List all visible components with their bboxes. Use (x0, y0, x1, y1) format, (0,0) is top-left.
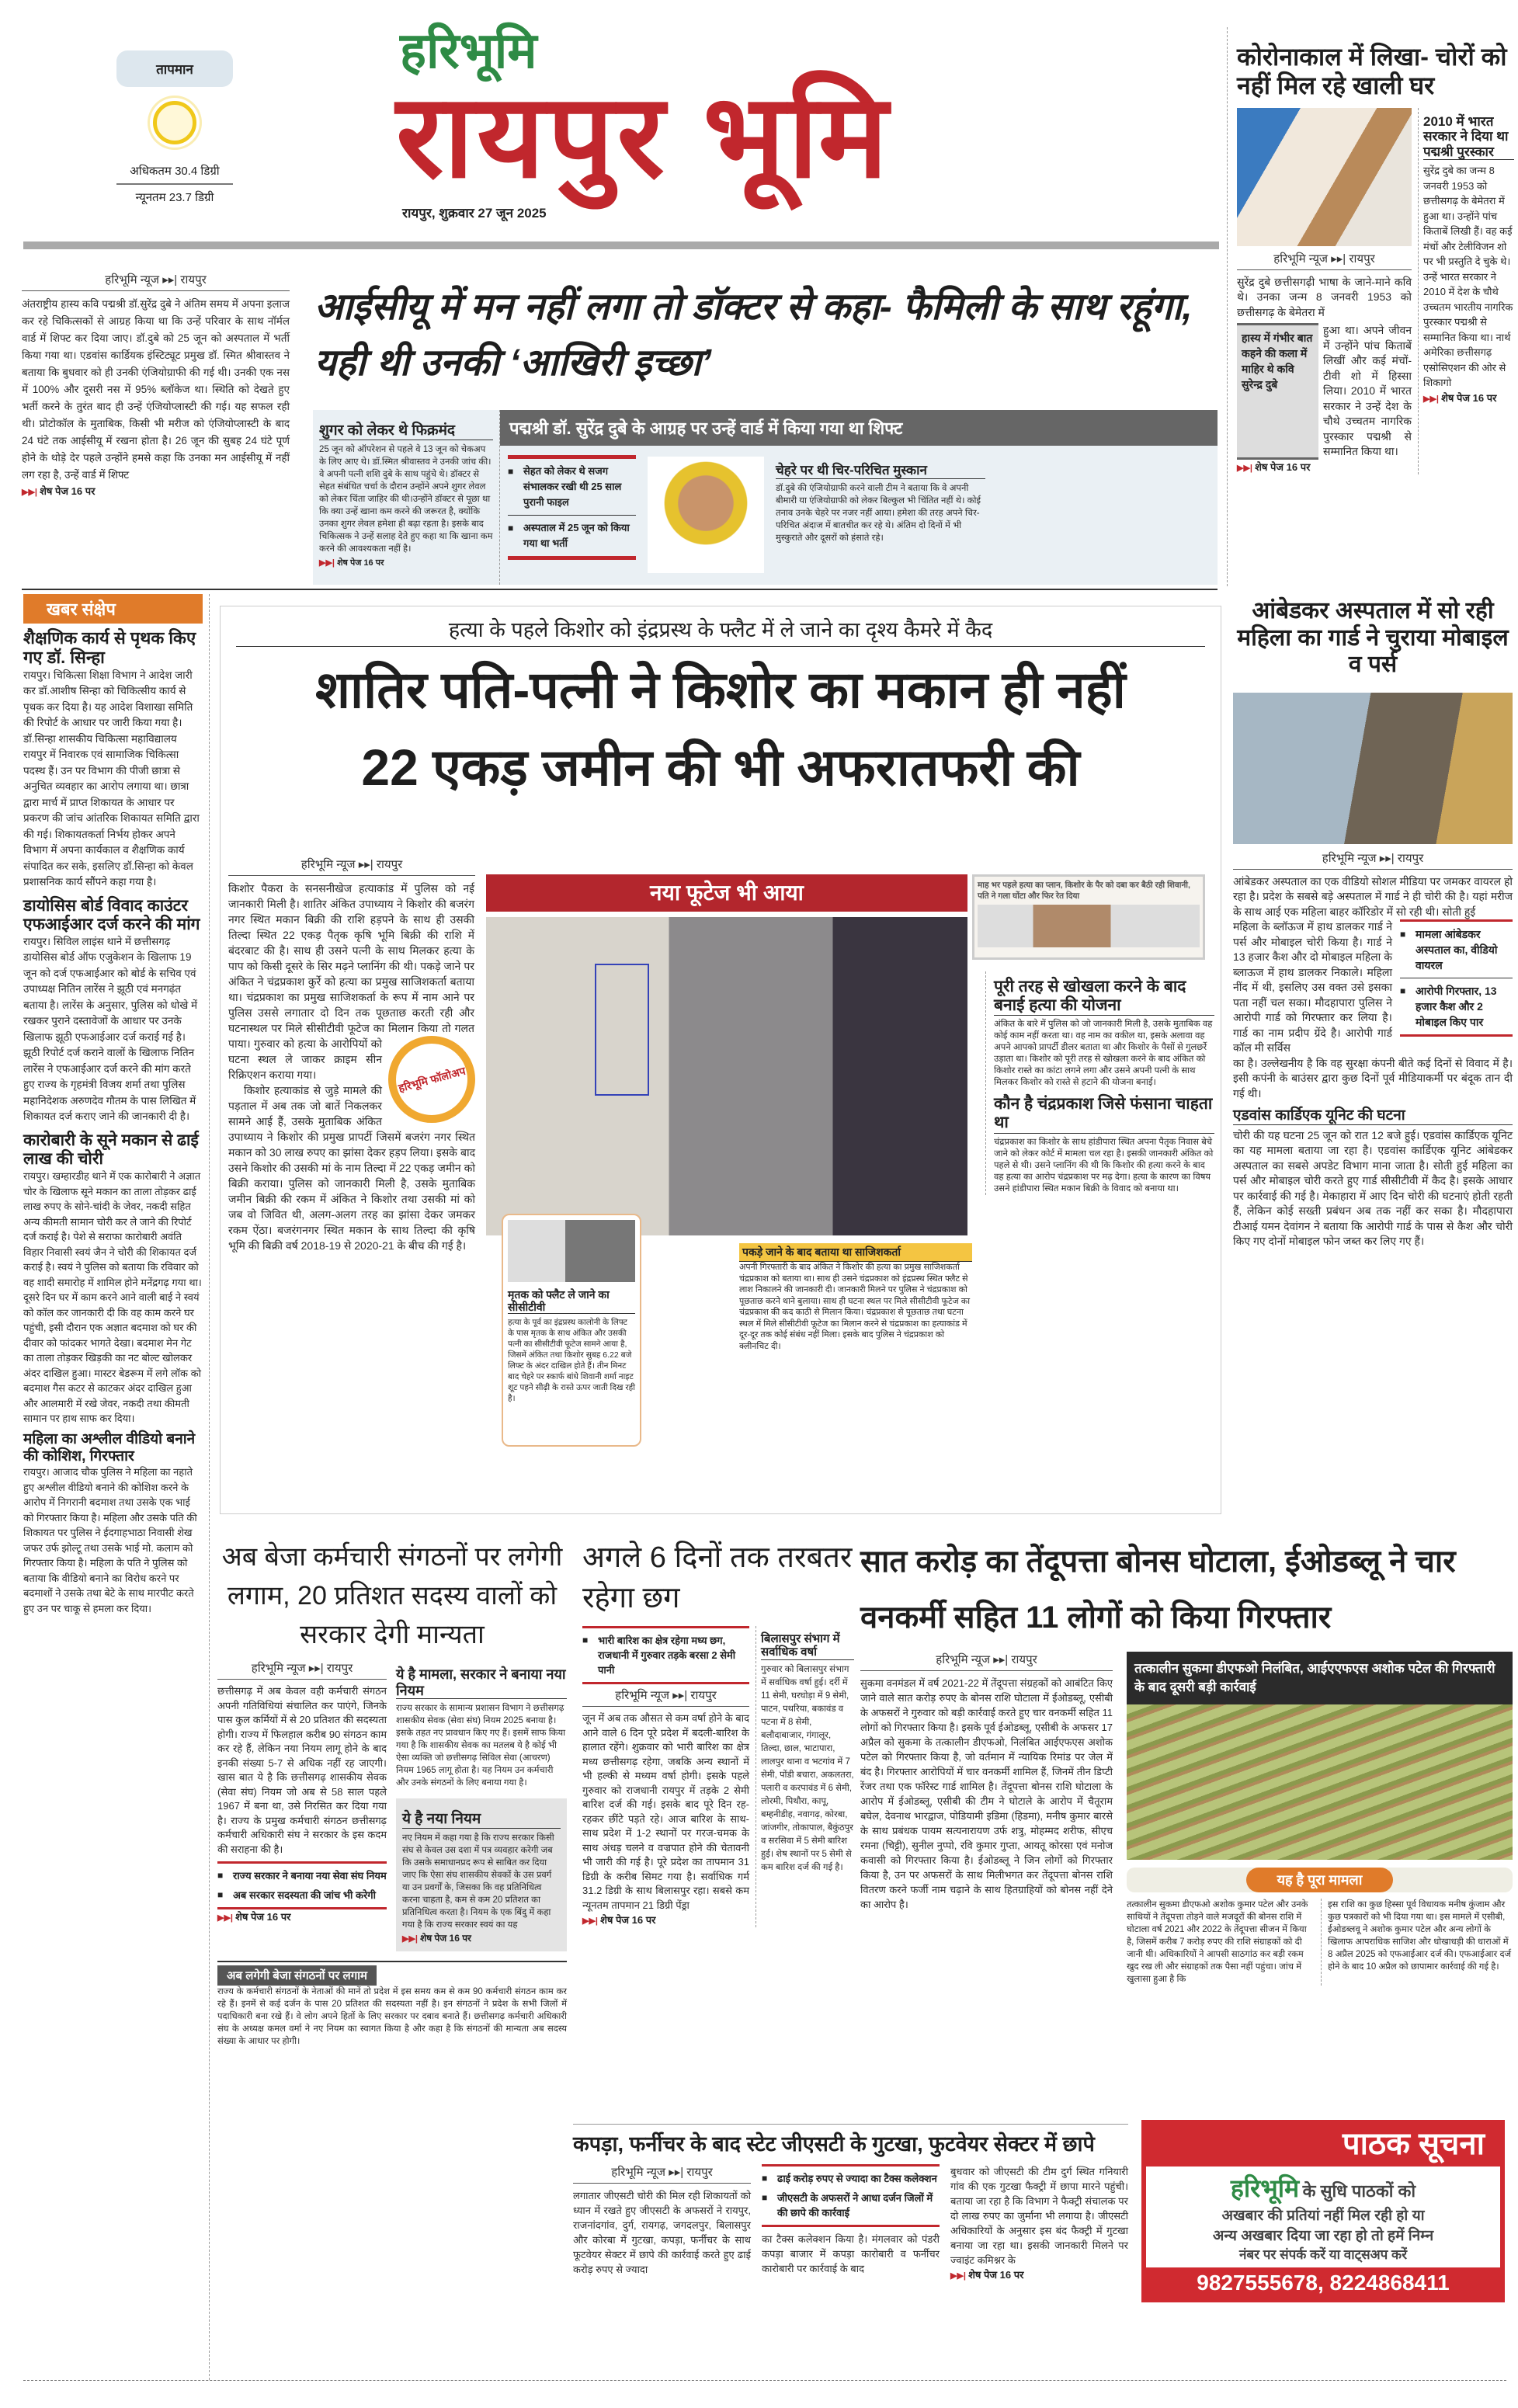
crime-body: किशोर पैकरा के सनसनीखेज हत्याकांड में पुलिस को नई जानकारी मिली है। शातिर अंकित उपाध्याय ने किशोर की बजरंग नगर स्थित मकान बिक्री की राशि हड़पने के साथ ही उसकी तिल्दा स्थित 22 एकड़ पैतृक कृषि भूमि बिक्री की राशि में बंदरबाट की है। साथ ही उसने पत्नी के साथ मिलकर हत्या के पाप को किसी दूसरे के सिर मढ़ने प्लानिंग की थी। पकड़े जाने पर अंकित ने चंद्रप्रकाश कुर्रे को हत्या का प्रमुख साजिशकर्ता बताया था। चंद्रप्रकाश का प्रमुख साजिशकर्ता के रूप में नाम आने पर पुलिस उससे लगातार दो दिन तक पूछताछ करती रही और घटनास्थल पर मिले सीसीटीवी फूटेज का मिलान किया तो गलत पाया। गुरुवार को हत्या के आरोपियों को घटना स्थल ले जाकर क्राइम सीन रिक्रिएशन कराया गया। (228, 882, 474, 1081)
gst-headline: कपड़ा, फर्नीचर के बाद स्टेट जीएसटी के गुटखा, फुटवेयर सेक्टर में छापे (573, 2132, 1095, 2156)
notice-line: के सुधि पाठकों को (1302, 2181, 1416, 2201)
brief-title: कारोबारी के सूने मकान से ढाई लाख की चोरी (23, 1131, 199, 1169)
crime-headline: 22 एकड़ जमीन की भी अफरातफरी की (361, 738, 1080, 796)
inset-body: हत्या के पूर्व का इंद्रप्रस्थ कालोनी के लिफ्ट के पास मृतक के साथ अंकित और उसकी पत्नी का सीसीटीवी फूटेज सामने आया है, जिसमें अंकित तथा किशोर सुबह 6.22 बजे लिफ्ट के अंदर दाखिल होते हैं। तीन मिनट बाद चेहरे पर स्कार्फ बांधे शिवानी शर्मा नाइट शूट पहने सीढ़ी के रास्ते ऊपर जाती दिख रही है। (508, 1318, 635, 1404)
byline: हरिभूमि न्यूज ▸▸| रायपुर (860, 1652, 1113, 1671)
union-bullet: ■ राज्य सरकार ने बनाया नया सेवा संघ नियम (217, 1868, 387, 1883)
rain-side-body: गुरुवार को बिलासपुर संभाग में सर्वाधिक वर्षा हुई। दर्री में 11 सेमी, घरघोड़ा में 9 सेमी, पाटन, पथरिया, बकावंड व पटना में 8 सेमी, बलौदाबाजार, गंगालूर, तिल्दा, छाल, भाटापारा, लालपुर थाना व भटगांव में 7 सेमी, पोंडी बचारा, अकलतरा, पलारी व करपावंड में 6 सेमी, लोरमी, पिथौरा, कापू, बम्हनीडीह, नवागढ़, कोरबा, जांजगीर, तोकापाल, बैकुंठपुर व सरसिवा में 5 सेमी बारिश हुई। शेष स्थानों पर 5 सेमी से कम बारिश दर्ज की गई है। (761, 1664, 854, 1872)
gst-body-3: बुधवार को जीएसटी की टीम दुर्ग स्थित गनियारी गांव की एक गुटखा फैक्ट्री में छापा मारने पहुंची। बताया जा रहा है कि विभाग ने फैक्ट्री संचालक पर दो लाख रुपए का जुर्माना भी लगाया है। जीएसटी अधिकारियों के अनुसार इस बंद फैक्ट्री में गुटखा बनाया जा रहा था। इसकी जानकारी मिलने पर ज्वाइंट कमिश्नर के (950, 2166, 1128, 2267)
award-photo (1237, 108, 1412, 246)
caught-box (739, 1243, 972, 1352)
byline: हरिभूमि न्यूज ▸▸| रायपुर (573, 2164, 751, 2184)
inset-title: मृतक को फ्लैट ले जाने का सीसीटीवी (508, 1288, 635, 1314)
gst-bullet: ■ ढाई करोड़ रुपए से ज्यादा का टैक्स कलेक्शन (762, 2171, 940, 2186)
previous-clip (972, 874, 1205, 960)
masthead-brand: हरिभूमि (400, 23, 537, 78)
weather-box (116, 50, 233, 205)
ambedkar-subhead: एडवांस कार्डिएक यूनिट की घटना (1233, 1107, 1513, 1125)
notice-title: पाठक सूचना (1342, 2127, 1485, 2161)
strip-title: अब लगेगी बेजा संगठनों पर लगाम (217, 1965, 377, 1986)
notice-line: नंबर पर संपर्क करें या वाट्सअप करें (1238, 2247, 1408, 2262)
new-rule-box (396, 1798, 567, 1951)
reader-notice-ad (1141, 2120, 1505, 2302)
cctv-photo (486, 917, 967, 1235)
gst-body: लगातार जीएसटी चोरी की मिल रही शिकायतों को ध्यान में रखते हुए जीएसटी के अफसरों ने रायपुर, राजनांदगांव, दुर्ग, रायगढ़, जगदलपुर, बिलासपुर और कोरबा में गुटखा, कपड़ा, फर्नीचर के साथ फूटवेयर सेक्टर में छापे की कार्रवाई करते हुए ढाई करोड़ रुपए से ज्यादा (573, 2190, 751, 2276)
sun-icon (153, 101, 196, 144)
continued-link[interactable]: ▶▶| शेष पेज 16 पर (217, 1911, 290, 1923)
brief-body: रायपुर। खम्हारडीह थाने में एक कारोबारी ने अज्ञात चोर के खिलाफ सूने मकान का ताला तोड़कर ढाई लाख रुपए के सोने-चांदी के जेवर, नकदी सहित अन्य कीमती सामान चोरी कर ले जाने की रिपोर्ट दर्ज कराई है। पेशे से सराफा कारोबारी अवंति विहार निवासी स्वयं जैन ने चोरी की शिकायत दर्ज कराई है। स्वयं ने पुलिस को बताया कि रविवार को वह शादी समारोह में शामिल होने मनेंद्रगढ़ गया था। दूसरे दिन घर में काम करने आने वाली बाई ने स्वयं को कॉल कर जानकारी दी कि वह काम करने घर पहुंची, इसी दौरान एक अज्ञात बदमाश को घर की दीवार को फांदकर भागते देखा। बदमाश मेन गेट का ताला तोड़कर खिड़की का नट बोल्ट खोलकर अंदर दाखिल हुआ। मास्टर बेडरूम में लगे लॉक को बदमाश गैस कटर से काटकर अंदर दाखिल हुआ और आलमारी में रखे जेवर, नकदी तथा कीमती सामान पर हाथ साफ कर दिया। (23, 1170, 202, 1425)
brief-body: रायपुर। चिकित्सा शिक्षा विभाग ने आदेश जारी कर डॉ.आशीष सिन्हा को चिकित्सीय कार्य से पृथक कर दिया है। यह आदेश विशाखा समिति की रिपोर्ट के आधार पर जारी किया गया है। डॉ.सिन्हा शासकीय चिकित्सा महाविद्यालय रायपुर में निवारक एवं सामाजिक चिकित्सा पदस्थ हैं। उन पर विभाग की पीजी छात्रा से अनुचित व्यवहार का आरोप लगाया था। छात्रा द्वारा मार्च में प्राप्त शिकायत के आधार पर प्रकरण की जांच आंतरिक शिकायत समिति द्वारा की गई। शिकायतकर्ता निर्भय होकर अपने विभाग में अपना कार्यकाल व शैक्षणिक कार्य संपादित कर सके, इसलिए डॉ.सिन्हा को केवल प्रशासनिक कार्य सौंपने कहा गया है। (23, 669, 200, 888)
crime-body-wrap (228, 881, 475, 1253)
ambedkar-headline: आंबेडकर अस्पताल में सो रही महिला का गार्ड ने चुराया मोबाइल व पर्स (1237, 598, 1509, 677)
tendu-headline: सात करोड़ का तेंदूपत्ता बोनस घोटाला, ईओडब्लू ने चार वनकर्मी सहित 11 लोगों को किया गिरफ्तार (860, 1545, 1456, 1635)
brief-body: रायपुर। आजाद चौक पुलिस ने महिला का नहाते हुए अश्लील वीडियो बनाने की कोशिश करने के आरोप में निगरानी बदमाश तथा उसके एक भाई को गिरफ्तार किया है। महिला और उसके पति की शिकायत पर पुलिस ने ईदगाहभाठा निवासी शेख जफर उर्फ झोल्टू तथा उसके भाई मो. कलाम को गिरफ्तार किया है। महिला के पति ने पुलिस को बताया कि वीडियो बनाने का विरोध करने पर बदमाशों ने उसके तथा बेटे के साथ मारपीट करते हुए उन पर चाकू से हमला कर दिया। (23, 1466, 197, 1614)
brief-body: रायपुर। सिविल लाइंस थाने में छत्तीसगढ़ डायोसिस बोर्ड ऑफ एजुकेशन के खिलाफ 19 जून को दर्ज एफआईआर को बोर्ड के सचिव एवं उपाध्यक्ष नितिन लारेंस ने झूठी एवं मनगढ़ंत बताया है। लारेंस के अनुसार, पुलिस को धोखे में रखकर पुराने दस्तावेजों के आधार पर उनके खिलाफ झूठी एफआईआर दर्ज कराई गई है। झूठी रिपोर्ट दर्ज कराने वालों के खिलाफ नितिन लारेंस ने एफआईआर दर्ज करने की मांग करते हुए राज्य के गृहमंत्री विजय शर्मा तथा पुलिस महानिदेशक अरुणदेव गौतम के पास लिखित में शिकायत दर्ज कराए जाने की जानकारी दी है। (23, 935, 198, 1123)
who-body: चंद्रप्रकाश का किशोर के साथ हांडीपारा स्थित अपना पैतृक निवास बेचे जाने को लेकर कोर्ट में मामला चल रहा है। इसकी जानकारी अंकित को पहले से थी। उसने प्लानिंग की थी कि किशोर की हत्या करने के बाद वह हत्या का आरोप चंद्रप्रकाश पर मढ़ देगा। हत्या के कारण का विषय उसने हांडीपारा स्थित मकान बिक्री के विवाद को बनाया था। (994, 1137, 1214, 1194)
followup-label: हरिभूमि फॉलोअप (396, 1064, 467, 1094)
rule-title: ये है नया नियम (402, 1811, 561, 1829)
tendu-story (860, 1534, 1513, 1986)
strip-body: राज्य के कर्मचारी संगठनों के नेताओं की मानें तो प्रदेश में इस समय कम से कम 90 कर्मचारी संगठन काम कर रहे हैं। इनमें से कई दर्जन के पास 20 प्रतिशत की सदस्यता नहीं है। इन संगठनों ने प्रदेश के सभी जिलों में पदाधिकारी बना रखे हैं। वे लोग अपने हितों के लिए सरकार पर दबाव बनाते हैं। छत्तीसगढ़ कर्मचारी अधिकारी संघ के अध्यक्ष कमल वर्मा ने नए नियम का स्वागत किया है और कहा है कि संगठनों की मान्यता अब सदस्य संख्या के आधार पर होगी। (217, 1987, 567, 2047)
lead-body: अंतराष्ट्रीय हास्य कवि पद्मश्री डॉ.सुरेंद्र दुबे ने अंतिम समय में अपना इलाज कर रहे चिकित्सकों से आग्रह किया था कि उन्हें परिवार के साथ नॉर्मल वार्ड में शिफ्ट कर दिया जाए। डॉ.दुबे को 25 जून को अस्पताल में भर्ती किया गया था। एडवांस कार्डियक इंस्टिट्यूट प्रमुख डॉ. स्मित श्रीवास्तव ने बताया कि बुधवार को ही उनकी एंजियोग्राफी की गई थी। उनकी एक नस में 100% और दूसरी नस में 95% ब्लॉकेज था। स्थिति को देखते हुए भर्ती करने के तुरंत बाद ही उन्हें एंजियोप्लास्टी की गई। यह सफल रही थी। प्रोटोकॉल के मुताबिक, किसी भी मरीज को एंजियोप्लास्टी के बाद 24 घंटे तक आईसीयू में रखना होता है। 26 जून की सुबह 24 घंटे पूर्ण होने के थोड़े देर पहले उन्होंने हमसे कहा कि उनका मन आईसीयू में नहीं लग रहा है, उन्हें वार्ड में शिफ्ट (22, 298, 290, 481)
case-body: राज्य सरकार के सामान्य प्रशासन विभाग ने छत्तीसगढ़ शासकीय सेवक (सेवा संघ) नियम 2025 बनाया है। इसके तहत नए प्रावधान किए गए हैं। इसमें साफ किया गया है कि शासकीय सेवक का मतलब ये है कोई भी ऐसा व्यक्ति जो छत्तीसगढ़ सिविल सेवा (आचरण) नियम 1965 लागू होता है। यह नियम उन कर्मचारी और उनके संगठनों के लिए बनाया गया है। (396, 1704, 566, 1788)
lead-bullet: ■ अस्पताल में 25 जून को किया गया था भर्ती (508, 520, 636, 551)
float-spacer (474, 881, 475, 1036)
dateline: रायपुर, शुक्रवार 27 जून 2025 (402, 206, 547, 221)
ambedkar-bullet: ■ आरोपी गिरफ्तार, 13 हजार कैश और 2 मोबाइल किए पार (1400, 983, 1513, 1030)
lead-headline: आईसीयू में मन नहीं लगा तो डॉक्टर से कहा- फैमिली के साथ रहूंगा, यही थी उनकी ‘आखिरी इच्छा’ (314, 287, 1193, 384)
corona-side-body: सुरेंद्र दुबे का जन्म 8 जनवरी 1953 को छत्तीसगढ़ के बेमेतरा में हुआ था। उन्होंने पांच किताबें लिखी हैं। वह कई मंचों और टेलीविजन शो पर भी प्रस्तुति दे चुके थे। उन्हें भारत सरकार ने 2010 में देश के चौथे उच्चतम भारतीय नागरिक पुरस्कार पद्मश्री से सम्मानित किया था। नार्थ अमेरिका छत्तीसगढ़ एसोसिएशन की ओर से शिकागो (1423, 165, 1513, 389)
clip-thumbnail (978, 905, 1200, 947)
rain-headline: अगले 6 दिनों तक तरबतर रहेगा छग (582, 1541, 853, 1614)
union-bullet: ■ अब सरकार सदस्यता की जांच भी करेगी (217, 1888, 387, 1902)
tendu-photo-caption: तत्कालीन सुकमा डीएफओ निलंबित, आईएएफएस अशोक पटेल की गिरफ्तारी के बाद दूसरी बड़ी कार्रवाई (1127, 1652, 1513, 1704)
who-title: कौन है चंद्रप्रकाश जिसे फंसाना चाहता था (994, 1095, 1214, 1133)
header-rule (23, 241, 1219, 249)
union-body: छत्तीसगढ़ में अब केवल वही कर्मचारी संगठन अपनी गतिविधियां संचालित कर पाएंगे, जिनके पास कुल कर्मियों में से 20 प्रतिशत की सदस्यता होगी। राज्य में फिलहाल करीब 90 संगठन काम कर रहे हैं, लेकिन नया नियम लागू होने के बाद इनकी संख्या 5-7 से अधिक नहीं रह जाएगी। खास बात ये है कि छत्तीसगढ़ शासकीय सेवक (सेवा संघ) नियम जो अब से 58 साल पहले 1967 में बना था, उसे निरसित कर दिया गया है। राज्य के प्रमुख कर्मचारी संगठन छत्तीसगढ़ कर्मचारी अधिकारी संघ ने सरकार के इस कदम की सराहना की है। (217, 1685, 387, 1855)
dubey-portrait (648, 457, 764, 573)
lead-sidebar (313, 410, 1218, 585)
rain-side-title: बिलासपुर संभाग में सर्वाधिक वर्षा (761, 1632, 854, 1660)
smile-body: डॉ.दुबे की एंजियोग्राफी करने वाली टीम ने बताया कि वे अपनी बीमारी या एंजियोग्राफी को लेकर बिल्कुल भी चिंतित नहीं थे। कोई तनाव उनके चेहरे पर नजर नहीं आया। हमेशा की तरह अपने चिर-परिचित अंदाज में बातचीत कर रहे थे। अंतिम दो दिनों में भी मुस्कुराते और दूसरों को हंसाते रहे। (776, 483, 981, 543)
crime-headline: शातिर पति-पत्नी ने किशोर का मकान ही नहीं (315, 661, 1126, 718)
min-temp: न्यूनतम 23.7 डिग्री (135, 191, 214, 204)
continued-link[interactable]: ▶▶| शेष पेज 16 पर (950, 2269, 1023, 2281)
gst-bullet: ■ जीएसटी के अफसरों ने आधा दर्जन जिलों में की छापे की कार्रवाई (762, 2191, 940, 2220)
case-label: यह है पूरा मामला (1246, 1868, 1394, 1892)
corona-story (1227, 27, 1514, 586)
rain-bullet: ■ भारी बारिश का क्षेत्र रहेगा मध्य छग, राजधानी में गुरुवार तड़के बरसा 2 सेमी पानी (582, 1633, 749, 1677)
rain-body: जून में अब तक औसत से कम वर्षा होने के बाद आने वाले 6 दिन पूरे प्रदेश में बदली-बारिश के हालात रहेंगे। शुक्रवार को भारी बारिश का क्षेत्र मध्य छत्तीसगढ़ रहेगा, जबकि अन्य स्थानों में भी हल्की से मध्यम वर्षा होगी। इसके पहले गुरुवार को राजधानी रायपुर में तड़के 2 सेमी बारिश दर्ज की गई। इसके बाद पूरे दिन रह-रहकर छींटे पड़ते रहे। आज बारिश के साथ-साथ प्रदेश में 1-2 स्थानों पर गरज-चमक के साथ अंधड़ चलने व वज्रपात होने की चेतावनी भी जारी की गई है। पूरे प्रदेश का तापमान 31 डिग्री के करीब सिमट गया है। सर्वाधिक गर्म 31.2 डिग्री के साथ बिलासपुर रहा। सबसे कम न्यूनतम तापमान 21 डिग्री पेंड्रा (582, 1712, 749, 1911)
notice-line: अखबार की प्रतियां नहीं मिल रही हो या (1221, 2208, 1425, 2224)
notice-phones[interactable]: 9827555678, 8224868411 (1197, 2271, 1450, 2295)
byline: हरिभूमि न्यूज ▸▸| रायपुर (228, 857, 475, 876)
plan-body: अंकित के बारे में पुलिस को जो जानकारी मिली है, उसके मुताबिक वह कोई काम नहीं करता था। वह नाम का वकील था, इसके अलावा वह अपने आपको प्रापर्टी डीलर बताता था और किशोर के पैसों से गुलछर्रे उड़ाता था। किशोर को पूरी तरह से खोखला करने के बाद अंकित को किशोर रास्ते का कांटा लगने लगा और उसने अपनी पत्नी के साथ मिलकर किशोर को रास्ते से हटाने की योजना बनाई। (994, 1020, 1213, 1088)
max-temp: अधिकतम 30.4 डिग्री (116, 163, 233, 185)
case-body-2: इस राशि का कुछ हिस्सा पूर्व विधायक मनीष कुंजाम और कुछ पत्रकारों को भी दिया गया था। इस मामले में एसीबी, ईओडब्लवू ने अशोक कुमार पटेल और अन्य लोगों के खिलाफ आपराधिक साजिश और धोखाधड़ी की धाराओं में 8 अप्रैल 2025 को एफआईआर दर्ज की। एफआईआर दर्ज होने के बाद 10 अप्रैल को छापामार कार्रवाई की गई है। (1321, 1899, 1513, 1986)
continued-link[interactable]: ▶▶| शेष पेज 16 पर (1237, 461, 1310, 473)
continued-link[interactable]: ▶▶| शेष पेज 16 पर (1423, 392, 1496, 404)
ambedkar-body-4: चोरी की यह घटना 25 जून को रात 12 बजे हुई। एडवांस कार्डिएक यूनिट का यह मामला बताया जा रहा है। एडवांस कार्डिएक यूनिट आंबेडकर अस्पताल का सबसे अपडेट विभाग माना जाता है। सोती हुई महिला का पर्स और मोबाइल चोरी करते हुए गार्ड सीसीटीवी में कैद है। इसके आधार पर कार्रवाई की गई है। मेकाहारा में आए दिन चोरी की घटनाएं होती रहती हैं, लेकिन कोई सख्ती प्रबंधन अब तक नहीं कर सका है। मौदहापारा टीआई यमन देवांगन ने बताया कि आरोपी गार्ड के पास से कैश और चोरी किए गए दोनों मोबाइल फोन जब्त कर लिए गए हैं। (1233, 1128, 1513, 1248)
continued-link[interactable]: ▶▶| शेष पेज 16 पर (402, 1933, 471, 1944)
notice-line: अन्य अखबार दिया जा रहा हो तो हमें निम्न (1212, 2228, 1434, 2244)
caught-body: अपनी गिरफ्तारी के बाद अंकित ने किशोर की हत्या का प्रमुख साजिशकर्ता चंद्रप्रकाश को बताया था। साथ ही उसने चंद्रप्रकाश को इंद्रप्रस्थ स्थित फ्लैट से लाश निकालने की जानकारी दी। जानकारी मिलने पर पुलिस ने चंद्रप्रकाश को पूछताछ करने थाने बुलाया। साथ ही घटना स्थल पर मिले सीसीटीवी फूटेज का चंद्रप्रकाश की कद काठी से मिलान किया। चंद्रप्रकाश से पूछताछ तथा घटना स्थल में मिले सीसीटीवी फूटेज का मिलान करने से चंद्रप्रकाश का हत्याकांड में दूर-दूर तक कोई संबंध नहीं मिला। इसके बाद पुलिस ने चंद्रप्रकाश को क्लीनचिट दी। (739, 1263, 971, 1351)
crime-story (220, 606, 1221, 1514)
briefs-column (23, 594, 210, 2380)
byline: हरिभूमि न्यूज ▸▸| रायपुर (582, 1687, 749, 1707)
crime-body-2: किशोर हत्याकांड से जुड़े मामले की पड़ताल में अब तक जो बातें निकलकर सामने आई हैं, उसके मुताबिक अंकित उपाध्याय ने किशोर की प्रमुख प्रापर्टी जिसमें बजरंग नगर स्थित मकान को 30 लाख रुपए का झांसा देकर हड़प लिया। इसके बाद उसने किशोर की उसकी मां के नाम तिल्दा में 22 एकड़ जमीन को बिक्री कराया। पुलिस को जानकारी मिली है, उसके मुताबिक जमीन बिक्री की रकम में अंकित ने किशोर तथा उसकी मां को जब वो जिवित थी, अलग-अलग तरह का झांसा देकर जमकर रकम ऐंठा। बजरंगनगर स्थित मकान के साथ तिल्दा की कृषि भूमि की बिक्री वर्ष 2018-19 से 2020-21 के बीच की गई है। (228, 1084, 475, 1252)
rule-body: नए नियम में कहा गया है कि राज्य सरकार किसी संघ से केवल उस दशा में पत्र व्यवहार करेगी जब कि उसके समाधानप्रद रूप से साबित कर दिया जाए कि ऐसा संघ शासकीय सेवकों के उस प्रवर्ग या उन प्रवर्गों के, जिसका कि वह प्रतिनिधित्व करना चाहता है, कम से कम 20 प्रतिशत का प्रतिनिधित्व करता है। नियम के एक बिंदु में कहा गया है कि राज्य सरकार स्वयं का यह (402, 1833, 554, 1930)
continued-link[interactable]: ▶▶| शेष पेज 16 पर (22, 485, 95, 497)
corona-body: सुरेंद्र दुबे छत्तीसगढ़ी भाषा के जाने-माने कवि थे। उनका जन्म 8 जनवरी 1953 को छत्तीसगढ़ के बेमेतरा में (1237, 275, 1412, 318)
case-body-1: तत्कालीन सुकमा डीएफओ अशोक कुमार पटेल और उनके साथियों ने तेंदूपत्ता तोड़ने वाले मजदूरों की बोनस राशि में घोटाला वर्ष 2021 और 2022 के तेंदूपत्ता सीजन में किया है, जिसमें करीब 7 करोड़ रुपए की राशि संग्राहकों को दी जानी थी। अधिकारियों ने आपसी साठगांठ कर बड़ी रकम खुद रख ली और संग्राहकों तक पैसा नहीं पहुंचा। जांच में खुलासा हुआ है कि (1127, 1900, 1308, 1984)
notice-brand: हरिभूमि (1230, 2174, 1300, 2202)
rain-story (582, 1538, 854, 1927)
union-story (217, 1538, 567, 2048)
corona-body-2: हुआ था। अपने जीवन में उन्होंने पांच किताबें लिखीं और कई मंचों-टीवी शो में हिस्सा लिया। 2010 में भारत सरकार ने उन्हें देश के चौथे उच्चतम नागरिक पुरस्कार पद्मश्री से सम्मानित किया था। (1323, 324, 1412, 458)
clip-headline: माह भर पहले हत्या का प्लान, किशोर के पैर को दबा कर बैठी रही शिवानी, पति ने गला घोंटा और फिर रेत दिया (978, 881, 1190, 901)
case-title: ये है मामला, सरकार ने बनाया नया नियम (396, 1666, 566, 1698)
byline: हरिभूमि न्यूज ▸▸| रायपुर (1233, 850, 1513, 870)
gst-story (573, 2124, 1128, 2282)
smile-title: चेहरे पर थी चिर-परिचित मुस्कान (776, 463, 985, 479)
lead-banner: पद्मश्री डॉ. सुरेंद्र दुबे के आग्रह पर उन्हें वार्ड में किया गया था शिफ्ट (500, 410, 1218, 446)
plan-title: पूरी तरह से खोखला करने के बाद बनाई हत्या की योजना (994, 978, 1214, 1016)
cctv-inset (502, 1214, 641, 1447)
brief-title: महिला का अश्लील वीडियो बनाने की कोशिश, गिरफ्तार (23, 1430, 196, 1465)
caught-title: पकड़े जाने के बाद बताया था साजिशकर्ता (739, 1243, 972, 1262)
crime-kicker: हत्या के पहले किशोर को इंद्रप्रस्थ के फ्लैट में ले जाने का दृश्य कैमरे में कैद (236, 614, 1205, 647)
lift-photo (508, 1220, 635, 1282)
ambedkar-bullet: ■ मामला आंबेडकर अस्पताल का, वीडियो वायरल (1400, 926, 1513, 973)
tendu-body: सुकमा वनमंडल में वर्ष 2021-22 में तेंदूपत्ता संग्रहकों को आबंटित किए जाने वाले सात करोड़ रुपए के बोनस राशि घोटाला में ईओडब्लू, एसीबी के अफसरों ने गुरुवार को बड़ी कार्रवाई करते हुए चार वनकर्मी सहित 11 लोगों को गिरफ्तार किया है। इसके पूर्व ईओडब्लू, एसीबी के अफसर 17 अप्रैल को सुकमा के तत्कालीन डीएफओ, निलंबित आईएफएस अशोक पटेल को गिरफ्तार किया है, जो वर्तमान में न्यायिक रिमांड पर जेल में बंद है। गिरफ्तार आरोपियों में चार वनकर्मी शामिल हैं, जिनमें तीन डिप्टी रेंजर तथा एक फॉरेस्ट गार्ड शामिल है। तेंदूपत्ता बोनस राशि घोटाला के आरोप में ईओडब्लू, एसीबी की टीम ने घोटाले के आरोप में चैतूराम बघेल, देवनाथ भारद्वाज, पोडियामी इडिमा (हिडमा), मनीष कुमार बारसे के साथ प्रबंधक पायम सत्यनारायण उर्फ शत्रु, मोहम्मद शरीफ, सीएच रमना (चिट्टी), सुनील नुप्पो, रवि कुमार गुप्ता, आयतू कोरसा एवं मनोज कवासी को गिरफ्तार किया है। ईओडब्लू ने जिन लोगों को गिरफ्तार किया है, उन पर अफसरों के साथ मिलीभगत कर तेंदूपत्ता बोनस राशि वितरण करने फर्जी नाम चढ़ाने के साथ हितग्राहियों को बोनस नहीं देने का आरोप है। (860, 1677, 1113, 1910)
footage-banner: नया फूटेज भी आया (486, 874, 967, 912)
ambedkar-body-2: महिला के ब्लॉऊज में हाथ डालकर गार्ड ने पर्स और मोबाइल चोरी किया है। गार्ड ने 13 हजार कैश और दो मोबाइल महिला के ब्लाऊज में हाथ डालकर निकाले। महिला नींद में थी, इसलिए उस वक्त उसे इसका पता नहीं चल सका। मौदहापारा पुलिस ने आरोपी गार्ड को गिरफ्तार कर लिया है। गार्ड का नाम प्रदीप ग्रेंदे है। आरोपी गार्ड कॉल मी सर्विस (1233, 920, 1392, 1054)
followup-badge (388, 1036, 475, 1123)
corona-side-title: 2010 में भारत सरकार ने दिया था पद्मश्री पुरस्कार (1423, 114, 1514, 161)
briefs-label: खबर संक्षेप (23, 594, 203, 624)
weather-label: तापमान (116, 50, 233, 87)
union-headline: अब बेजा कर्मचारी संगठनों पर लगेगी लगाम, 20 प्रतिशत सदस्य वालों को सरकार देगी मान्यता (221, 1542, 563, 1649)
byline: हरिभूमि न्यूज ▸▸| रायपुर (217, 1660, 387, 1680)
brief-title: डायोसिस बोर्ड विवाद काउंटर एफआईआर दर्ज करने की मांग (23, 896, 200, 933)
ambedkar-body: आंबेडकर अस्पताल का एक वीडियो सोशल मीडिया पर जमकर वायरल हो रहा है। प्रदेश के सबसे बड़े अस्पताल में गार्ड ने ही चोरी की है। यहां मरीज के साथ आई एक महिला बाहर कॉरिडोर में सो रही थी। सोती हुई (1233, 874, 1513, 918)
gst-body-2: का टैक्स कलेक्शन किया है। मंगलवार को पंडरी कपड़ा बाजार में कपड़ा कारोबारी व फर्नीचर कारोबारी पर कार्रवाई के बाद (762, 2233, 940, 2275)
corona-headline: कोरोनाकाल में लिखा- चोरों को नहीं मिल रहे खाली घर (1237, 43, 1507, 99)
lead-left-column (22, 272, 290, 499)
ambedkar-body-3: का है। उल्लेखनीय है कि वह सुरक्षा कंपनी बीते कई दिनों से विवाद में है। इसी कपंनी के बाउंसर द्वारा कुछ दिनों पूर्व मीडियाकर्मी पर बंदूक तान दी गई थी। (1233, 1056, 1513, 1100)
brief-title: शैक्षणिक कार्य से पृथक किए गए डॉ. सिन्हा (23, 628, 196, 668)
continued-link[interactable]: ▶▶| शेष पेज 16 पर (582, 1914, 655, 1926)
page-bottom-rule (23, 2380, 1506, 2381)
byline: हरिभूमि न्यूज ▸▸| रायपुर (1237, 251, 1412, 270)
lead-bullet: ■ सेहत को लेकर थे सजग संभालकर रखी थी 25 साल पुरानी फाइल (508, 464, 636, 510)
sugar-body: 25 जून को ऑपरेशन से पहले वे 13 जून को चेकअप के लिए आए थे। डॉ.स्मित श्रीवास्तव ने उनकी जांच की। वे अपनी पत्नी शशि दुबे के साथ पहुंचे थे। डॉक्टर से सेहत संबंधित चर्चा के दौरान उन्होंने अपने शुगर लेवल को लेकर चिंता जाहिर की थी।उन्होंने डॉक्टर से पूछा था कि क्या उन्हें खाना कम करने की जरूरत है, क्योंकि उनका शुगर लेवल हमेशा ही बढ़ा रहता है। इसके बाद चिकित्सक ने उन्हें सलाह देते हुए कहा था कि खाना कम करने की आवश्यकता नहीं है। (319, 444, 493, 554)
continued-link[interactable]: ▶▶| शेष पेज 16 पर (319, 558, 384, 568)
byline: हरिभूमि न्यूज ▸▸| रायपुर (22, 272, 290, 291)
sugar-title: शुगर को लेकर थे फिक्रमंद (319, 422, 493, 440)
tendu-leaves-photo (1127, 1704, 1513, 1860)
section-rule (22, 589, 1218, 590)
hospital-cctv-photo (1233, 693, 1513, 844)
corona-quote: हास्य में गंभीर बात कहने की कला में माहिर थे कवि सुरेन्द्र दुबे (1237, 323, 1318, 460)
ambedkar-story (1233, 598, 1513, 1249)
masthead-title: रायपुर भूमि (396, 71, 891, 201)
